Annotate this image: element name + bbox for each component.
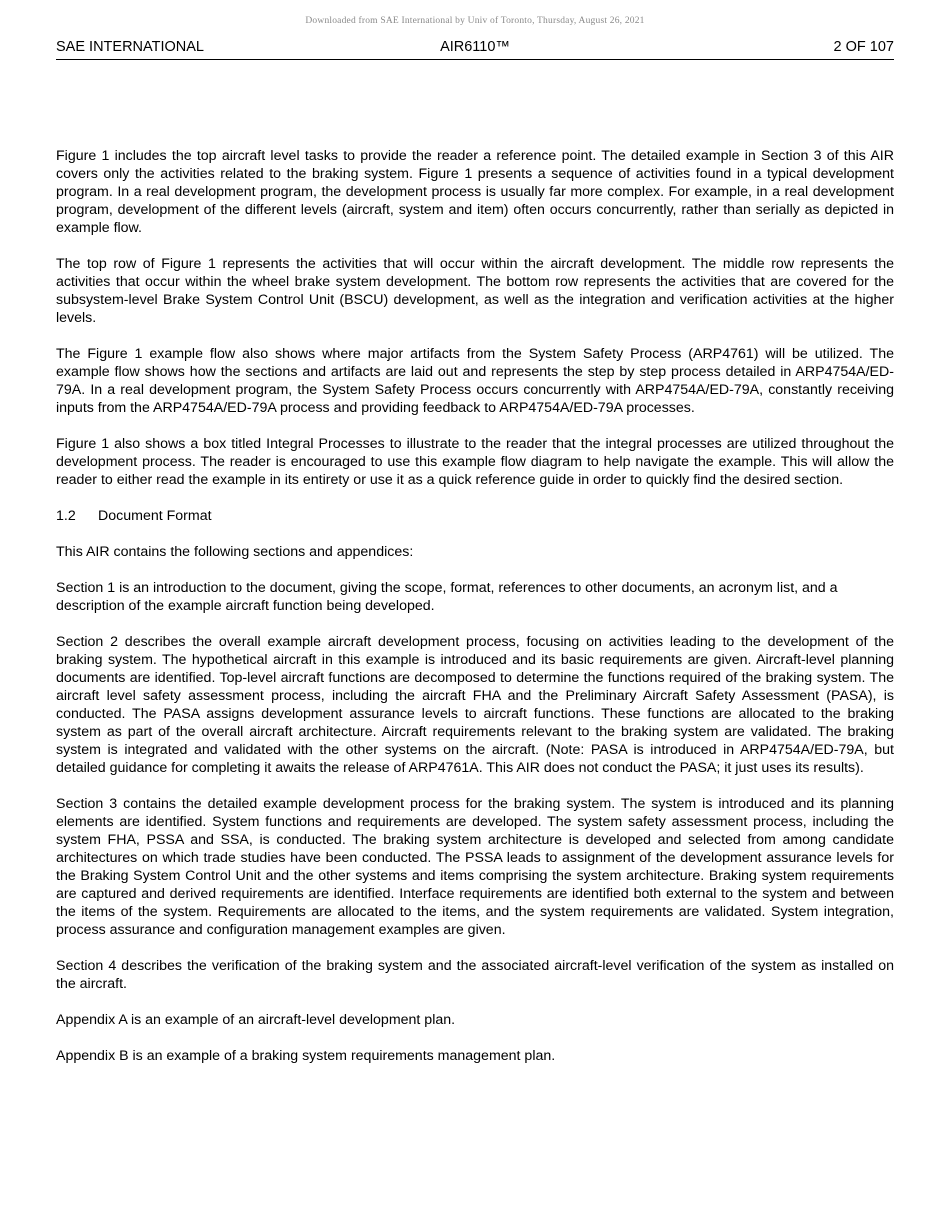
header-page-number: 2 OF 107	[833, 39, 894, 55]
paragraph: Section 1 is an introduction to the document, giving the scope, format, references to other documents, an acronym list, and a description of the example aircraft function being developed.	[56, 580, 838, 614]
paragraph: Section 3 contains the detailed example development process for the braking system. The system is introduced and its planning elements are identified. System functions and requirements are developed. The system safety assessment process, including the system FHA, PSSA and SSA, is conducted. The braking system architecture is developed and selected from among candidate architectures on which trade studies have been conducted. The PSSA leads to assignment of the development assurance levels for the Braking System Control Unit and the other systems and items comprising the system architecture. Braking system requirements are captured and derived requirements are identified. Interface requirements are identified both external to the system and between the items of the system. Requirements are allocated to the items, and the system requirements are validated. System integration, process assurance and configuration management examples are given.	[56, 796, 894, 938]
header-publisher: SAE INTERNATIONAL	[56, 39, 204, 55]
section-number: 1.2	[56, 508, 76, 524]
page-header	[56, 39, 894, 60]
section-title: Document Format	[98, 508, 212, 524]
paragraph: Section 4 describes the verification of the braking system and the associated aircraft-level verification of the system as installed on the aircraft.	[56, 958, 894, 992]
paragraph: Appendix A is an example of an aircraft-level development plan.	[56, 1012, 456, 1028]
paragraph: Figure 1 includes the top aircraft level tasks to provide the reader a reference point. The detailed example in Section 3 of this AIR covers only the activities related to the braking system. Figure 1 presents a sequence of activities found in a typical development program. In a real development program, the development process is usually far more complex. For example, in a real development program, development of the different levels (aircraft, system and item) often occurs concurrently, rather than serially as depicted in example flow.	[56, 148, 894, 236]
paragraph: This AIR contains the following sections and appendices:	[56, 544, 414, 560]
paragraph: The top row of Figure 1 represents the activities that will occur within the aircraft development. The middle row represents the activities that occur within the wheel brake system development. The bottom row represents the activities that are covered for the subsystem-level Brake System Control Unit (BSCU) development, as well as the integration and verification activities at the higher levels.	[56, 256, 894, 326]
page-body	[56, 147, 894, 1083]
paragraph: Figure 1 also shows a box titled Integral Processes to illustrate to the reader that the integral processes are utilized throughout the development process. The reader is encouraged to use this example flow diagram to help navigate the example. This will allow the reader to either read the example in its entirety or use it as a quick reference guide in order to quickly find the desired section.	[56, 436, 894, 488]
section-heading	[56, 507, 894, 525]
header-document-id: AIR6110™	[440, 39, 510, 55]
paragraph: Appendix B is an example of a braking system requirements management plan.	[56, 1048, 556, 1064]
paragraph: The Figure 1 example flow also shows where major artifacts from the System Safety Process (ARP4761) will be utilized. The example flow shows how the sections and artifacts are laid out and represents the step by step process detailed in ARP4754A/ED-79A. In a real development program, the System Safety Process occurs concurrently with ARP4754A/ED-79A, constantly receiving inputs from the ARP4754A/ED-79A process and providing feedback to ARP4754A/ED-79A processes.	[56, 346, 894, 416]
paragraph: Section 2 describes the overall example aircraft development process, focusing on activities leading to the development of the braking system. The hypothetical aircraft in this example is introduced and its basic requirements are given. Aircraft-level planning documents are identified. Top-level aircraft functions are decomposed to determine the functions required of the braking system. The aircraft level safety assessment process, including the aircraft FHA and the Preliminary Aircraft Safety Assessment (PASA), is conducted. The PASA assigns development assurance levels to aircraft functions. These functions are allocated to the braking system as part of the overall aircraft architecture. Aircraft requirements relevant to the braking system are validated. The braking system is integrated and validated with the other systems on the aircraft. (Note: PASA is introduced in ARP4754A/ED-79A, but detailed guidance for completing it awaits the release of ARP4761A. This AIR does not conduct the PASA; it just uses its results).	[56, 634, 894, 776]
download-watermark: Downloaded from SAE International by Univ of Toronto, Thursday, August 26, 2021	[305, 16, 645, 26]
